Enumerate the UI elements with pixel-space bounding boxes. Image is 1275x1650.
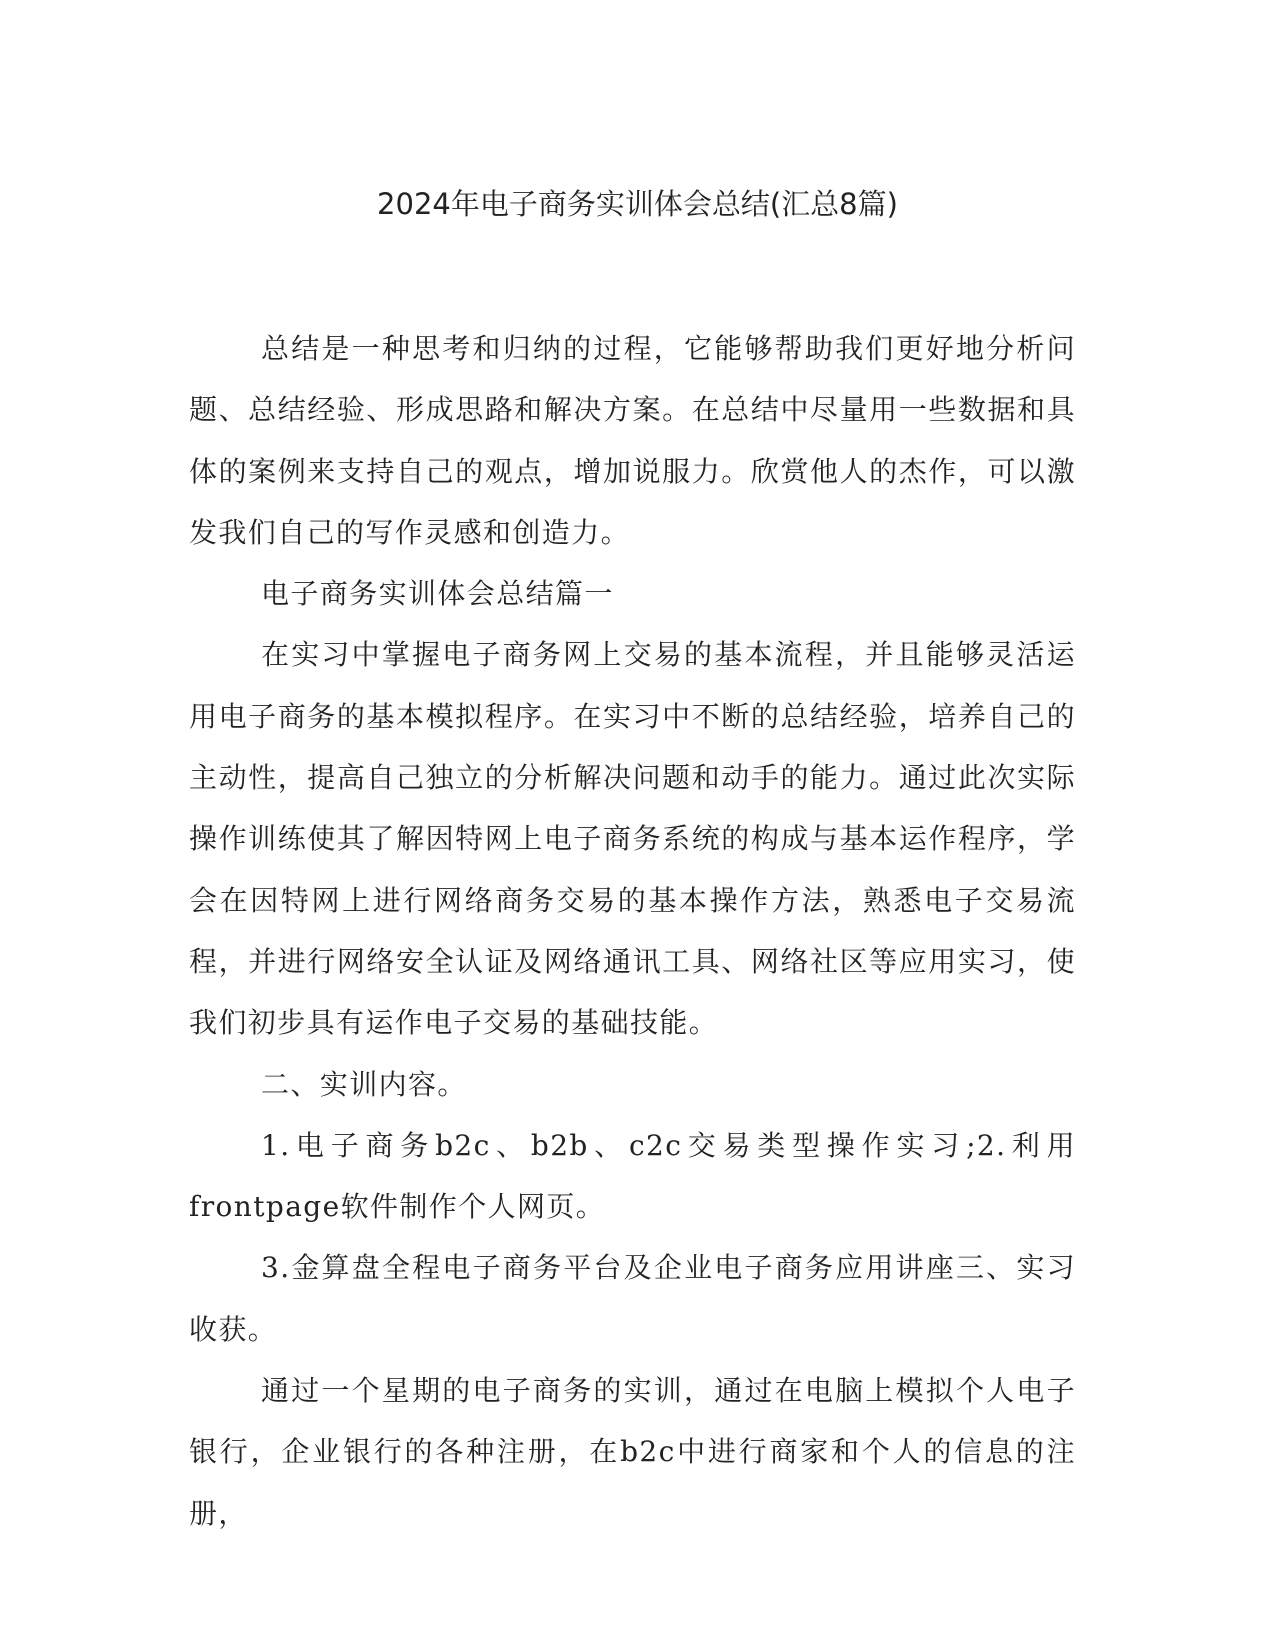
- body-paragraph-purpose: 在实习中掌握电子商务网上交易的基本流程，并且能够灵活运用电子商务的基本模拟程序。在实习中不断的总结经验，培养自己的主动性，提高自己独立的分析解决问题和动手的能力。通过此次实际操作训练使其了解因特网上电子商务系统的构成与基本运作程序，学会在因特网上进行网络商务交易的基本操作方法，熟悉电子交易流程，并进行网络安全认证及网络通讯工具、网络社区等应用实习，使我们初步具有运作电子交易的基础技能。: [189, 638, 1076, 1040]
- body-paragraph-training-week: 通过一个星期的电子商务的实训，通过在电脑上模拟个人电子银行，企业银行的各种注册，在b2c中进行商家和个人的信息的注册，: [189, 1374, 1076, 1530]
- intro-paragraph: 总结是一种思考和归纳的过程，它能够帮助我们更好地分析问题、总结经验、形成思路和解决方案。在总结中尽量用一些数据和具体的案例来支持自己的观点，增加说服力。欣赏他人的杰作，可以激发我们自己的写作灵感和创造力。: [189, 332, 1076, 549]
- document-title: 2024年电子商务实训体会总结(汇总8篇): [377, 187, 898, 221]
- list-item-3: 3.金算盘全程电子商务平台及企业电子商务应用讲座三、实习收获。: [189, 1251, 1076, 1346]
- section-heading-training-content: 二、实训内容。: [261, 1067, 467, 1101]
- list-item-1-2: 1.电子商务b2c、b2b、c2c交易类型操作实习;2.利用frontpage软件制作个人网页。: [189, 1128, 1076, 1224]
- document-body: [189, 318, 1076, 1544]
- section-heading-part-one: 电子商务实训体会总结篇一: [261, 577, 614, 611]
